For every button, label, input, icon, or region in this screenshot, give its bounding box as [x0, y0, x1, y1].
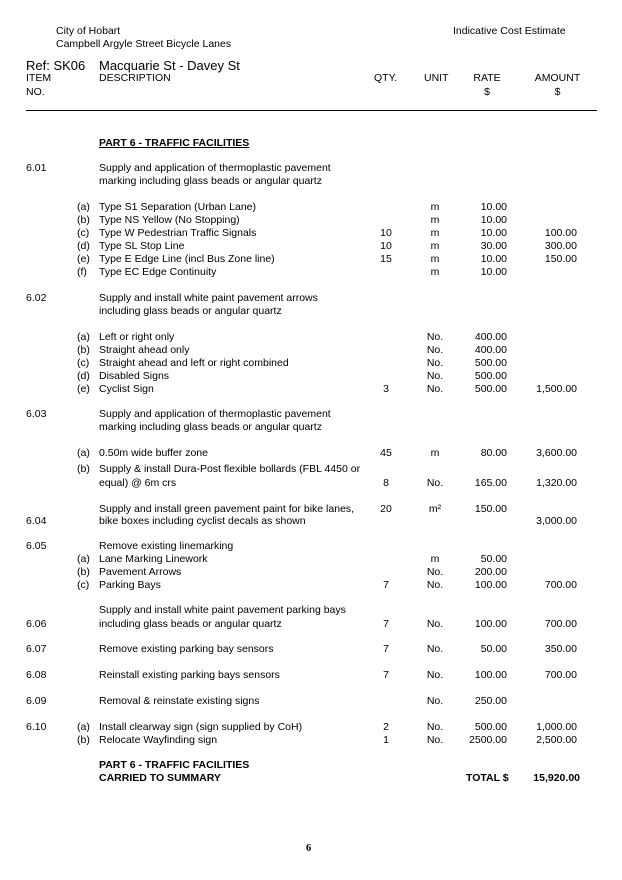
item-description: Removal & reinstate existing signs — [99, 695, 260, 707]
rate: 200.00 — [474, 566, 507, 578]
quantity: 2 — [383, 721, 389, 733]
rate: 500.00 — [474, 721, 507, 733]
amount: 1,000.00 — [536, 721, 577, 733]
item-number: 6.10 — [26, 721, 47, 733]
item-description: Reinstall existing parking bays sensors — [99, 669, 280, 681]
unit: No. — [426, 331, 444, 343]
sub-item-letter: (a) — [77, 721, 90, 733]
sub-item-letter: (a) — [77, 201, 90, 213]
rate: 500.00 — [474, 370, 507, 382]
rate: 10.00 — [480, 253, 507, 265]
quantity: 10 — [380, 240, 392, 252]
quantity: 7 — [383, 618, 389, 630]
sub-item-letter: (b) — [77, 566, 90, 578]
sub-item-letter: (e) — [77, 383, 90, 395]
item-description: including glass beads or angular quartz — [99, 305, 282, 317]
rate: 10.00 — [480, 227, 507, 239]
location: Macquarie St - Davey St — [99, 58, 240, 73]
rate: 100.00 — [474, 669, 507, 681]
col-rate: RATE — [473, 72, 501, 84]
total-label: TOTAL $ — [466, 772, 509, 784]
rate: 250.00 — [474, 695, 507, 707]
item-description: including glass beads or angular quartz — [99, 618, 282, 630]
rate: 2500.00 — [469, 734, 507, 746]
sub-item-letter: (d) — [77, 240, 90, 252]
amount: 100.00 — [544, 227, 577, 239]
item-description: Supply and application of thermoplastic pavement — [99, 408, 331, 420]
item-description: Left or right only — [99, 331, 175, 343]
sub-item-letter: (b) — [77, 214, 90, 226]
sub-item-letter: (b) — [77, 463, 90, 475]
document-type: Indicative Cost Estimate — [453, 25, 566, 37]
item-description: Supply and install white paint pavement arrows — [99, 292, 318, 304]
unit: No. — [426, 344, 444, 356]
amount: 350.00 — [544, 643, 577, 655]
unit: No. — [426, 566, 444, 578]
amount: 3,600.00 — [536, 447, 577, 459]
sub-item-letter: (c) — [77, 357, 90, 369]
unit: m — [430, 240, 440, 252]
sub-item-letter: (b) — [77, 734, 90, 746]
item-description: Lane Marking Linework — [99, 553, 208, 565]
quantity: 3 — [383, 383, 389, 395]
rate: 10.00 — [480, 214, 507, 226]
sub-item-letter: (d) — [77, 370, 90, 382]
item-description: Type SL Stop Line — [99, 240, 185, 252]
unit: No. — [426, 643, 444, 655]
summary-line-2: CARRIED TO SUMMARY — [99, 772, 221, 784]
unit: No. — [426, 721, 444, 733]
unit: No. — [426, 370, 444, 382]
col-unit: UNIT — [424, 72, 449, 84]
item-description: Remove existing linemarking — [99, 540, 234, 552]
sub-item-letter: (c) — [77, 227, 90, 239]
project-name: Campbell Argyle Street Bicycle Lanes — [56, 38, 232, 50]
reference: Ref: SK06 — [26, 58, 86, 73]
rate: 50.00 — [480, 553, 507, 565]
item-description: Install clearway sign (sign supplied by CoH) — [99, 721, 303, 733]
unit: No. — [426, 477, 444, 489]
unit: No. — [426, 695, 444, 707]
sub-item-letter: (f) — [77, 266, 87, 278]
sub-item-letter: (c) — [77, 579, 90, 591]
unit: m — [430, 553, 440, 565]
unit: m — [430, 266, 440, 278]
section-title: PART 6 - TRAFFIC FACILITIES — [99, 137, 250, 149]
item-description: Supply and application of thermoplastic pavement — [99, 162, 331, 174]
summary-line-1: PART 6 - TRAFFIC FACILITIES — [99, 759, 250, 771]
rate: 165.00 — [474, 477, 507, 489]
col-description: DESCRIPTION — [99, 72, 171, 84]
item-description: Disabled Signs — [99, 370, 170, 382]
sub-item-letter: (e) — [77, 253, 90, 265]
item-number: 6.01 — [26, 162, 47, 174]
item-description: Supply & install Dura-Post flexible bollards (FBL 4450 or — [99, 463, 361, 475]
unit: m — [430, 214, 440, 226]
rate: 150.00 — [474, 503, 507, 515]
amount: 700.00 — [544, 669, 577, 681]
item-description: Remove existing parking bay sensors — [99, 643, 274, 655]
quantity: 8 — [383, 477, 389, 489]
rate: 10.00 — [480, 266, 507, 278]
item-description: Type NS Yellow (No Stopping) — [99, 214, 240, 226]
item-description: Straight ahead only — [99, 344, 190, 356]
rate: 30.00 — [480, 240, 507, 252]
sub-item-letter: (b) — [77, 344, 90, 356]
quantity: 15 — [380, 253, 392, 265]
quantity: 10 — [380, 227, 392, 239]
amount: 3,000.00 — [536, 515, 577, 527]
item-number: 6.08 — [26, 669, 47, 681]
unit: No. — [426, 383, 444, 395]
rate: 500.00 — [474, 357, 507, 369]
item-description: Cyclist Sign — [99, 383, 154, 395]
unit: m — [430, 201, 440, 213]
unit: No. — [426, 669, 444, 681]
rate: 100.00 — [474, 618, 507, 630]
item-description: Parking Bays — [99, 579, 161, 591]
item-description: Supply and install white paint pavement parking bays — [99, 604, 346, 616]
item-description: 0.50m wide buffer zone — [99, 447, 208, 459]
amount: 700.00 — [544, 618, 577, 630]
item-description: Supply and install green pavement paint for bike lanes, — [99, 503, 355, 515]
amount: 1,320.00 — [536, 477, 577, 489]
item-description: Relocate Wayfinding sign — [99, 734, 218, 746]
item-number: 6.02 — [26, 292, 47, 304]
item-number: 6.06 — [26, 618, 47, 630]
header-rule — [26, 110, 597, 111]
item-number: 6.07 — [26, 643, 47, 655]
total-value: 15,920.00 — [533, 772, 580, 784]
col-qty: QTY. — [374, 72, 398, 84]
unit: No. — [426, 579, 444, 591]
rate: 400.00 — [474, 331, 507, 343]
item-description: Type E Edge Line (incl Bus Zone line) — [99, 253, 275, 265]
amount: 700.00 — [544, 579, 577, 591]
unit: m — [430, 253, 440, 265]
item-number: 6.03 — [26, 408, 47, 420]
item-description: Type S1 Separation (Urban Lane) — [99, 201, 257, 213]
amount: 150.00 — [544, 253, 577, 265]
quantity: 45 — [380, 447, 392, 459]
quantity: 7 — [383, 669, 389, 681]
amount: 1,500.00 — [536, 383, 577, 395]
item-description: Type EC Edge Continuity — [99, 266, 217, 278]
col-item-no: NO. — [26, 86, 45, 98]
unit: m² — [428, 503, 442, 515]
sub-item-letter: (a) — [77, 447, 90, 459]
item-number: 6.04 — [26, 515, 47, 527]
rate: 50.00 — [480, 643, 507, 655]
sub-item-letter: (a) — [77, 331, 90, 343]
rate: 80.00 — [480, 447, 507, 459]
unit: No. — [426, 734, 444, 746]
page-number: 6 — [306, 843, 312, 854]
item-description: Pavement Arrows — [99, 566, 182, 578]
item-description: marking including glass beads or angular quartz — [99, 175, 322, 187]
item-description: Straight ahead and left or right combined — [99, 357, 289, 369]
quantity: 20 — [380, 503, 392, 515]
rate: 100.00 — [474, 579, 507, 591]
client-name: City of Hobart — [56, 25, 121, 37]
unit: No. — [426, 618, 444, 630]
quantity: 7 — [383, 579, 389, 591]
rate: 10.00 — [480, 201, 507, 213]
amount: 2,500.00 — [536, 734, 577, 746]
item-number: 6.09 — [26, 695, 47, 707]
amount: 300.00 — [544, 240, 577, 252]
quantity: 7 — [383, 643, 389, 655]
rate: 500.00 — [474, 383, 507, 395]
item-description: Type W Pedestrian Traffic Signals — [99, 227, 257, 239]
col-rate-currency: $ — [484, 86, 490, 98]
item-description: bike boxes including cyclist decals as shown — [99, 515, 306, 527]
unit: m — [430, 227, 440, 239]
item-description: marking including glass beads or angular quartz — [99, 421, 322, 433]
col-amount-currency: $ — [554, 86, 561, 98]
unit: m — [430, 447, 440, 459]
item-number: 6.05 — [26, 540, 47, 552]
sub-item-letter: (a) — [77, 553, 90, 565]
unit: No. — [426, 357, 444, 369]
quantity: 1 — [383, 734, 389, 746]
col-item: ITEM — [26, 72, 52, 84]
item-description: equal) @ 6m crs — [99, 477, 177, 489]
rate: 400.00 — [474, 344, 507, 356]
col-amount: AMOUNT — [534, 72, 581, 84]
